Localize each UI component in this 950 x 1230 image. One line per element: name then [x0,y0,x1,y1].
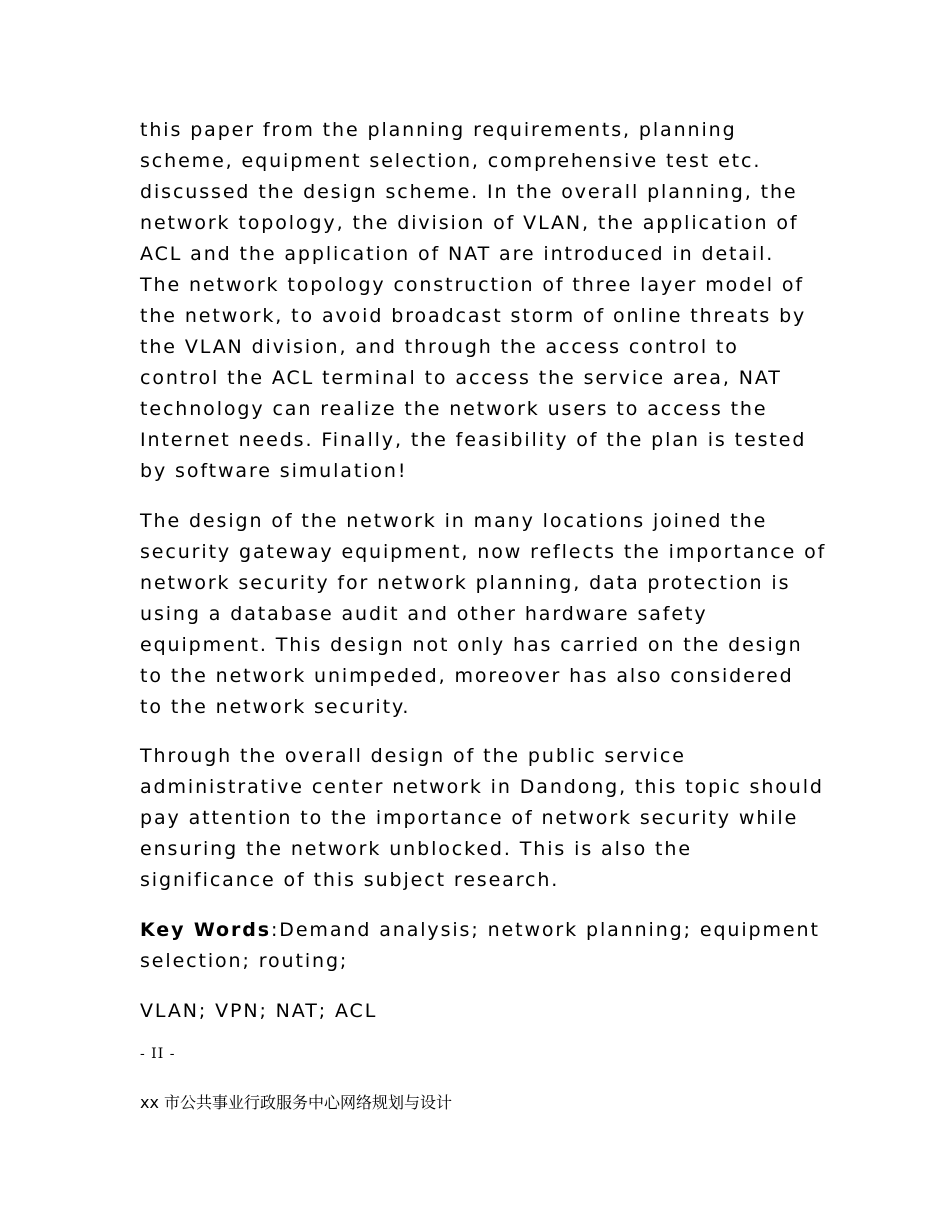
keywords-label: Key Words [140,919,271,941]
abstract-paragraph-1 [140,115,820,487]
text-line: The network topology construction of three layer model of [140,274,804,296]
keywords-text: :Demand analysis; network planning; equipment [271,919,820,941]
keywords-paragraph [140,915,820,977]
text-line: ACL and the application of NAT are introduced in detail. [140,243,775,265]
text-line: network topology, the division of VLAN, the application of [140,212,799,234]
text-line: the network, to avoid broadcast storm of online threats by [140,305,807,327]
text-line: scheme, equipment selection, comprehensive test etc. [140,150,762,172]
page-number: - II - [140,1046,176,1062]
text-line: discussed the design scheme. In the overall planning, the [140,181,798,203]
text-line: equipment. This design not only has carried on the design [140,634,803,656]
text-line: to the network security. [140,696,411,718]
keywords-line: VLAN; VPN; NAT; ACL [140,1000,378,1022]
text-line: Through the overall design of the public service [140,745,686,767]
text-line: Internet needs. Finally, the feasibility of the plan is tested [140,429,807,451]
text-line: to the network unimpeded, moreover has also considered [140,665,794,687]
text-line: significance of this subject research. [140,869,560,891]
text-line: this paper from the planning requirements, planning [140,119,737,141]
keywords-line: selection; routing; [140,950,349,972]
footer-title: xx 市公共事业行政服务中心网络规划与设计 [140,1093,453,1112]
text-line: by software simulation! [140,460,408,482]
text-line: using a database audit and other hardware safety [140,603,708,625]
keywords-continued [140,996,820,1027]
text-line: technology can realize the network users to access the [140,398,768,420]
abstract-paragraph-3 [140,741,824,896]
text-line: administrative center network in Dandong, this topic should [140,776,824,798]
abstract-paragraph-2 [140,506,827,723]
text-line: pay attention to the importance of network security while [140,807,799,829]
keywords-line [140,915,820,946]
text-line: network security for network planning, data protection is [140,572,791,594]
text-line: security gateway equipment, now reflects the importance of [140,541,827,563]
text-line: the VLAN division, and through the access control to [140,336,739,358]
text-line: The design of the network in many locations joined the [140,510,768,532]
text-line: control the ACL terminal to access the service area, NAT [140,367,782,389]
text-line: ensuring the network unblocked. This is also the [140,838,692,860]
